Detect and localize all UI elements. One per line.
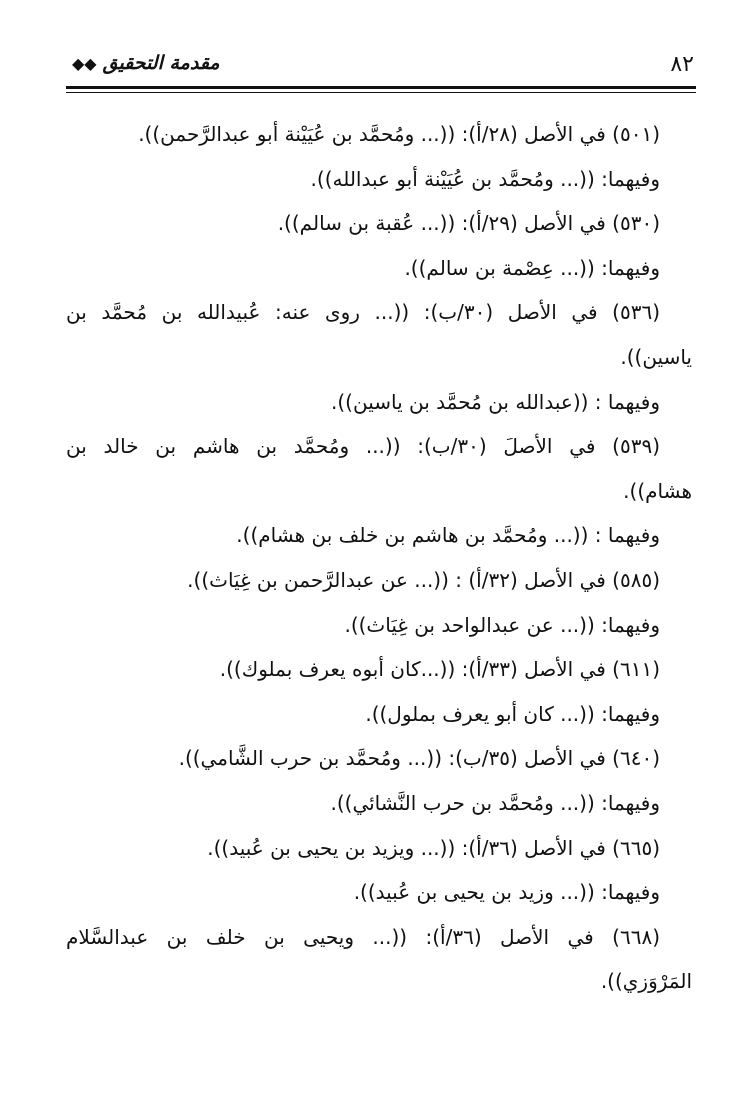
running-title-text: مقدمة التحقيق bbox=[102, 52, 220, 74]
note-line-continuation: هشام)). bbox=[623, 478, 692, 503]
header-rule-thin bbox=[66, 92, 696, 93]
note-line: (٥٣٠) في الأصل (٢٩/أ): ((... عُقبة بن سالم)). bbox=[277, 211, 660, 236]
note-line-continuation: ياسين)). bbox=[620, 344, 692, 369]
note-line: وفيهما: ((... عن عبدالواحد بن غِيَاث)). bbox=[344, 612, 660, 637]
note-line: (٦٦٥) في الأصل (٣٦/أ): ((... ويزيد بن يحيى بن عُبيد)). bbox=[207, 835, 660, 860]
note-line: وفيهما: ((... ومُحمَّد بن عُيَيْنة أبو عبدالله)). bbox=[310, 166, 660, 191]
note-line: (٦٦٨) في الأصل (٣٦/أ): ((... ويحيى بن خلف بن عبدالسَّلام bbox=[66, 924, 660, 949]
note-line: وفيهما: ((... وزيد بن يحيى بن عُبيد)). bbox=[353, 880, 660, 905]
note-line: وفيهما : ((عبدالله بن مُحمَّد بن ياسين)). bbox=[331, 389, 660, 414]
note-line: (٦١١) في الأصل (٣٣/أ): ((...كان أبوه يعرف بملوك)). bbox=[219, 657, 660, 682]
running-title bbox=[72, 52, 220, 74]
note-line: وفيهما: ((... عِصْمة بن سالم)). bbox=[404, 255, 660, 280]
page-header bbox=[68, 50, 694, 82]
note-line: (٦٤٠) في الأصل (٣٥/ب): ((... ومُحمَّد بن حرب الشَّامي)). bbox=[178, 746, 660, 771]
notes-body bbox=[66, 112, 692, 1004]
header-rule-thick bbox=[66, 86, 696, 89]
note-line: وفيهما : ((... ومُحمَّد بن هاشم بن خلف بن هشام)). bbox=[236, 523, 660, 548]
diamond-ornament-icon: ◆◆ bbox=[72, 54, 97, 73]
note-line: وفيهما: ((... كان أبو يعرف بملول)). bbox=[365, 701, 660, 726]
note-line: وفيهما: ((... ومُحمَّد بن حرب النَّشائي)). bbox=[330, 790, 660, 815]
note-line: (٥٣٦) في الأصل (٣٠/ب): ((... روى عنه: عُبيدالله بن مُحمَّد بن bbox=[66, 300, 660, 325]
note-line: (٥٣٩) في الأصلَ (٣٠/ب): ((... ومُحمَّد بن هاشم بن خالد بن bbox=[66, 434, 660, 459]
page-number: ٨٢ bbox=[670, 52, 694, 77]
note-line-continuation: المَرْوَزي)). bbox=[600, 969, 692, 994]
note-line: (٥٨٥) في الأصل (٣٢/أ) : ((... عن عبدالرَّحمن بن غِيَاث)). bbox=[187, 567, 660, 592]
note-line: (٥٠١) في الأصل (٢٨/أ): ((... ومُحمَّد بن عُيَيْنة أبو عبدالرَّحمن)). bbox=[138, 122, 660, 146]
